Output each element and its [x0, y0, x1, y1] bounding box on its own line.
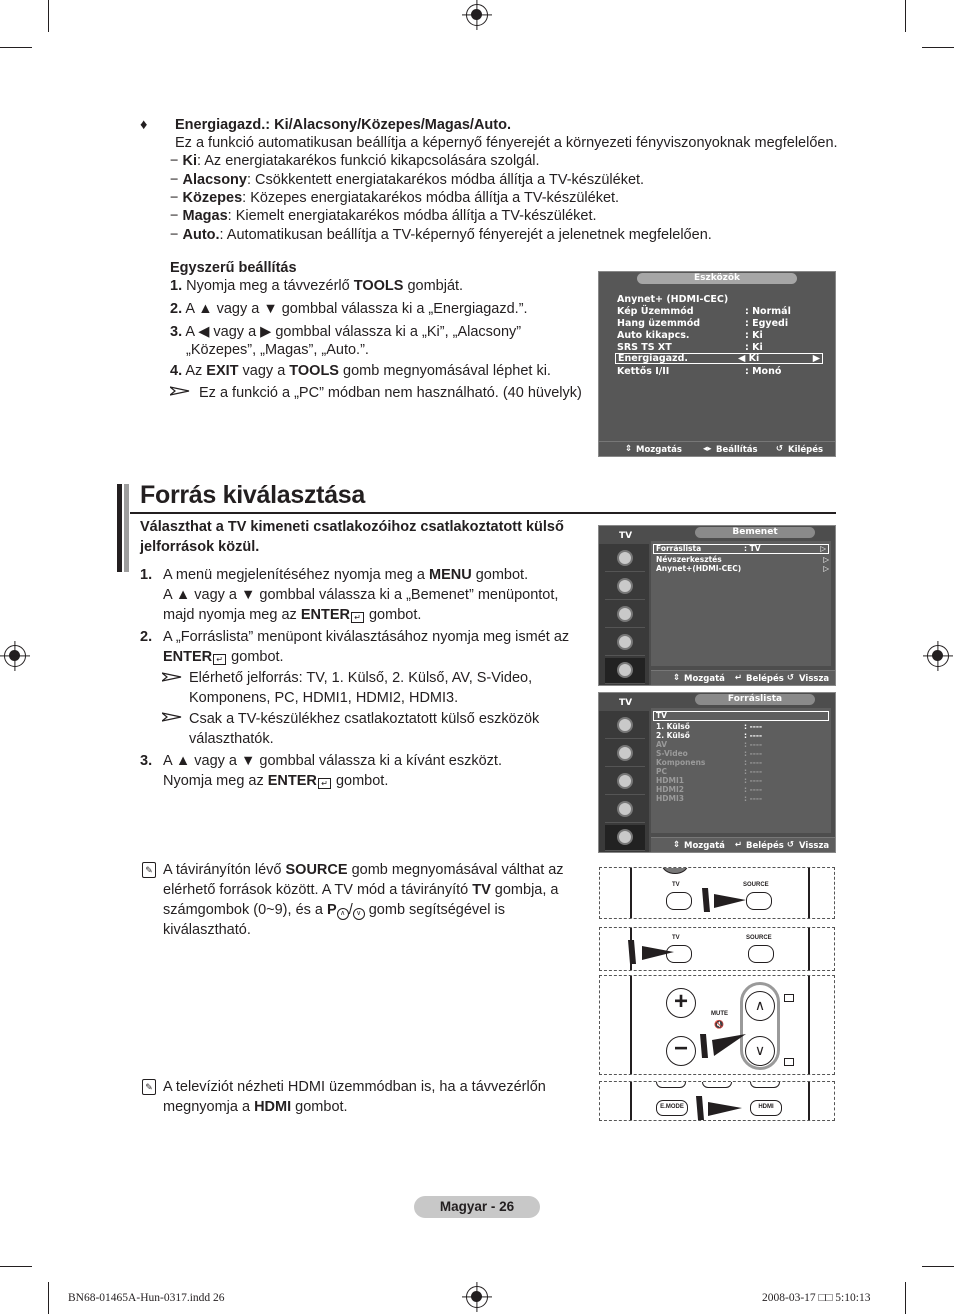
section-intro: Választhat a TV kimeneti csatlakozóihoz csatlakoztatott külső — [140, 519, 564, 535]
tv-button[interactable] — [666, 892, 692, 910]
text: gombot. — [291, 1099, 348, 1115]
return-icon: ↺ — [776, 444, 784, 454]
text: majd nyomja meg az — [163, 607, 301, 623]
crop-mark — [905, 1282, 906, 1314]
term: Alacsony — [182, 172, 247, 188]
footer-back: Vissza — [799, 674, 830, 684]
down-circle-icon: ∨ — [353, 908, 365, 920]
row-value: : Monó — [745, 366, 782, 377]
note-text: választhatók. — [189, 731, 274, 747]
channel-icon[interactable] — [605, 602, 645, 628]
menu-footer — [651, 670, 835, 685]
footer-enter: Belépés — [746, 841, 784, 851]
page-number: Magyar - 26 — [439, 1199, 515, 1214]
row-label: Kép Üzemmód — [617, 306, 694, 317]
remote-tv-illustration — [599, 927, 835, 971]
row-value: : ---- — [744, 758, 763, 767]
input-icon[interactable] — [605, 825, 645, 851]
registration-mark-icon — [4, 645, 26, 667]
text: gombja, a — [490, 882, 559, 898]
return-icon: ↺ — [787, 673, 795, 683]
menu-row[interactable] — [617, 330, 817, 342]
easy-title: Egyszerű beállítás — [170, 260, 297, 276]
text: gomb segítségével is — [364, 902, 505, 918]
key-name: EXIT — [206, 363, 239, 379]
row-value: : ---- — [744, 776, 763, 785]
source-label: SOURCE — [746, 935, 772, 941]
row-label: Anynet+(HDMI-CEC) — [656, 564, 742, 573]
term: Auto. — [182, 227, 220, 243]
print-date: 2008-03-17 □□ 5:10:13 — [762, 1292, 871, 1304]
crop-mark — [48, 0, 49, 32]
menu-row[interactable] — [656, 564, 829, 574]
step-text: A ▲ vagy a ▼ gombbal válassza ki a kívánt eszközt. — [163, 753, 502, 769]
step-number: 1. — [170, 278, 183, 294]
row-value: : Ki — [745, 330, 763, 341]
memo-icon: ✎ — [142, 862, 156, 878]
term-desc: : Csökkentett energiatakarékos módba állítja a TV-készüléket. — [246, 172, 645, 188]
footer-move: Mozgatá — [684, 674, 725, 684]
row-label: Komponens — [656, 758, 706, 767]
section-bar — [124, 484, 129, 572]
enter-icon: ↵ — [735, 840, 743, 850]
footer-adjust: Beállítás — [716, 445, 758, 455]
row-label: SRS TS XT — [617, 342, 672, 353]
tv-label: TV — [672, 882, 680, 888]
step-text: A ▲ vagy a ▼ gombbal válassza ki a „Bemenet” menüpontot, — [163, 587, 559, 603]
step-number: 3. — [140, 753, 153, 769]
picture-icon[interactable] — [605, 713, 645, 739]
step-text: gomb megnyomásával léphet ki. — [338, 363, 551, 379]
text: számgombok (0~9), és a — [163, 902, 328, 918]
list-item — [170, 152, 540, 171]
crop-mark — [922, 47, 954, 48]
step-text: vagy a — [238, 363, 290, 379]
key-name: P — [327, 902, 337, 918]
key-name: TOOLS — [289, 363, 339, 379]
dash: − — [170, 172, 179, 188]
footer-move: Mozgatás — [636, 445, 682, 455]
hdmi-label: HDMI — [758, 1104, 774, 1110]
picture-icon[interactable] — [605, 546, 645, 572]
step-text: Nyomja meg a távvezérlő — [186, 278, 354, 294]
easy-step — [170, 362, 551, 381]
setup-icon[interactable] — [605, 797, 645, 823]
row-value: : ---- — [744, 767, 763, 776]
text: gombot. — [331, 773, 389, 789]
row-label: Forráslista — [656, 544, 702, 553]
menu-footer — [599, 441, 835, 456]
pointer-arrow-icon — [700, 1030, 748, 1060]
menu-row-selected[interactable] — [615, 353, 823, 364]
top-button[interactable] — [750, 1081, 780, 1088]
footer-exit: Kilépés — [788, 445, 824, 455]
step-text — [163, 566, 528, 585]
step-number: 4. — [170, 363, 183, 379]
menu-footer — [651, 837, 835, 852]
note-text: Komponens, PC, HDMI1, HDMI2, HDMI3. — [189, 690, 459, 706]
row-value: : TV — [744, 544, 761, 553]
row-value: : ---- — [744, 722, 763, 731]
menu-title: Forráslista — [695, 694, 815, 705]
remote-source-illustration — [599, 867, 835, 919]
note-arrow-icon — [162, 672, 182, 682]
pointer-arrow-icon — [628, 938, 678, 966]
key-name: HDMI — [254, 1099, 292, 1115]
key-name: MENU — [428, 567, 472, 583]
crop-mark — [922, 1266, 954, 1267]
step-text — [163, 648, 284, 667]
crop-mark — [0, 1266, 32, 1267]
row-label: Energiagazd. — [618, 353, 688, 364]
source-button[interactable] — [746, 892, 772, 910]
mute-icon: 🔇 — [714, 1020, 724, 1029]
row-label: HDMI3 — [656, 794, 684, 803]
text: gombot. — [471, 567, 529, 583]
sound-icon[interactable] — [605, 741, 645, 767]
right-arrow-icon: ▷ — [823, 555, 829, 564]
section-title: Forrás kiválasztása — [140, 481, 366, 509]
crop-mark — [905, 0, 906, 32]
row-label: Névszerkesztés — [656, 555, 722, 564]
registration-mark-icon — [466, 4, 488, 26]
dash: − — [170, 208, 179, 224]
step-text: A „Forráslista” menüpont kiválasztásához nyomja meg ismét az — [163, 629, 570, 645]
list-item — [170, 189, 619, 208]
easy-step-cont: „Közepes”, „Magas”, „Auto.”. — [186, 342, 369, 358]
channel-up-button[interactable]: ∧ — [745, 991, 775, 1021]
list-item — [170, 226, 712, 245]
step-number: 2. — [170, 301, 183, 317]
term-desc: : Közepes energiatakarékos módba állítja a TV-készüléket. — [242, 190, 620, 206]
term: Magas — [182, 208, 228, 224]
menu-tab: TV — [619, 698, 633, 708]
row-value: : Normál — [745, 306, 791, 317]
emode-label: E.MODE — [660, 1104, 684, 1110]
page-number-badge — [414, 1196, 540, 1218]
term-desc: : Az energiatakarékos funkció kikapcsolására szolgál. — [197, 153, 540, 169]
term: Ki — [182, 153, 197, 169]
note-arrow-icon — [170, 386, 190, 396]
tv-label: TV — [672, 935, 680, 941]
emode-button[interactable] — [656, 1100, 688, 1116]
list-icon — [784, 994, 794, 1002]
text: gombot. — [227, 649, 284, 665]
text: gomb megnyomásával válthat az — [347, 862, 564, 878]
step-text — [163, 606, 421, 625]
key-name: TOOLS — [353, 278, 404, 294]
footer-back: Vissza — [799, 841, 830, 851]
list-icon — [784, 1058, 794, 1066]
menu-row[interactable] — [617, 294, 728, 306]
row-label: S-Video — [656, 749, 688, 758]
right-arrow-icon: ▷ — [823, 564, 829, 573]
hdmi-button[interactable] — [750, 1100, 782, 1116]
mute-label: MUTE — [711, 1011, 728, 1017]
return-icon: ↺ — [787, 840, 795, 850]
text: megnyomja a — [163, 1099, 255, 1115]
top-button[interactable] — [702, 1081, 732, 1088]
crop-mark — [48, 1282, 49, 1314]
row-label: Anynet+ (HDMI-CEC) — [617, 294, 729, 305]
easy-step — [170, 300, 528, 319]
file-info: BN68-01465A-Hun-0317.indd 26 — [68, 1292, 225, 1304]
sound-icon[interactable] — [605, 574, 645, 600]
tools-menu-screen — [598, 271, 836, 457]
section-intro: jelforrások közül. — [140, 539, 260, 555]
right-arrow-icon: ▷ — [820, 544, 826, 553]
term-desc: : Kiemelt energiatakarékos módba állítja a TV-készüléket. — [227, 208, 597, 224]
updown-icon: ⇕ — [673, 673, 681, 683]
remote-hdmi-illustration — [599, 1081, 835, 1121]
updown-icon: ⇕ — [625, 444, 633, 454]
step-number: 1. — [140, 567, 153, 583]
tip-text: számgombok (0~9), és a P ∧ / ∨ gomb segítségével is — [163, 902, 505, 918]
intro-desc: Ez a funkció automatikusan beállítja a képernyő fényerejét a környezeti fényviszonyoknak megfelelően. — [175, 135, 838, 151]
text: Nyomja meg az — [163, 773, 268, 789]
list-item — [170, 207, 597, 226]
step-text: A ▲ vagy a ▼ gombbal válassza ki a „Energiagazd.”. — [185, 301, 528, 317]
pointer-arrow-icon — [696, 1094, 746, 1121]
text: A távirányítón lévő — [163, 862, 286, 878]
updown-icon: ⇕ — [673, 840, 681, 850]
source-label: SOURCE — [743, 882, 769, 888]
row-value: : ---- — [744, 740, 763, 749]
leftright-icon: ◂▸ — [703, 444, 712, 454]
input-menu-screen — [598, 525, 836, 686]
menu-icon-column — [599, 544, 649, 685]
registration-mark-icon — [927, 645, 949, 667]
menu-row[interactable] — [617, 366, 817, 378]
tip-text — [163, 881, 558, 900]
row-value: : Egyedi — [745, 318, 789, 329]
footer-enter: Belépés — [746, 674, 784, 684]
row-label: TV — [656, 711, 667, 720]
input-icon[interactable] — [605, 658, 645, 684]
text: elérhető források között. A TV mód a távirányító — [163, 882, 473, 898]
footer-move: Mozgatá — [684, 841, 725, 851]
row-label: Hang üzemmód — [617, 318, 701, 329]
term-desc: : Automatikusan beállítja a TV-képernyő fényerejét a jelenetnek megfelelően. — [219, 227, 712, 243]
key-name: TV — [472, 882, 491, 898]
menu-row[interactable] — [617, 318, 817, 330]
menu-row[interactable] — [656, 794, 763, 804]
step-number: 2. — [140, 629, 153, 645]
easy-step — [170, 323, 521, 342]
enter-icon: ↵ — [213, 654, 226, 665]
key-name: SOURCE — [285, 862, 348, 878]
row-value: : ---- — [744, 794, 763, 803]
dash: − — [170, 227, 179, 243]
source-button[interactable] — [748, 945, 774, 963]
row-label: HDMI2 — [656, 785, 684, 794]
channel-icon[interactable] — [605, 769, 645, 795]
enter-icon: ↵ — [351, 612, 364, 623]
row-label: 1. Külső — [656, 722, 690, 731]
menu-row-selected[interactable] — [653, 711, 829, 721]
volume-down-button[interactable]: − — [666, 1036, 696, 1066]
menu-icon-column — [599, 711, 649, 852]
row-label: 2. Külső — [656, 731, 690, 740]
row-value: : ---- — [744, 731, 763, 740]
title-underline — [130, 512, 836, 514]
right-arrow-icon: ▶ — [812, 353, 820, 364]
row-label: AV — [656, 740, 668, 749]
note-arrow-icon — [162, 712, 182, 722]
menu-title: Bemenet — [695, 527, 815, 538]
up-circle-icon: ∧ — [337, 908, 349, 920]
row-label: Auto kikapcs. — [617, 330, 690, 341]
step-text — [163, 772, 388, 791]
row-label: PC — [656, 767, 668, 776]
source-list-screen — [598, 692, 836, 853]
remote-channel-illustration — [599, 975, 835, 1075]
text: A menü megjelenítéséhez nyomja meg a — [163, 567, 429, 583]
easy-note: Ez a funkció a „PC” módban nem használható. (40 hüvelyk) — [199, 385, 582, 401]
setup-icon[interactable] — [605, 630, 645, 656]
list-item — [170, 171, 644, 190]
tip-text: A televíziót nézheti HDMI üzemmódban is, ha a távvezérlőn — [163, 1079, 546, 1095]
bullet: ♦ — [140, 117, 148, 133]
easy-step — [170, 277, 463, 296]
row-label: Kettős I/II — [617, 366, 670, 377]
menu-tab: TV — [619, 531, 633, 541]
step-text: gombját. — [403, 278, 464, 294]
row-value: : ---- — [744, 749, 763, 758]
tip-text — [163, 861, 564, 880]
crop-mark — [0, 47, 32, 48]
key-name: ENTER — [267, 773, 317, 789]
row-value: ◀ Ki — [738, 353, 760, 364]
tip-text — [163, 1098, 348, 1117]
step-text: A ◀ vagy a ▶ gombbal válassza ki a „Ki”, „Alacsony” — [185, 324, 522, 340]
menu-title: Eszközök — [637, 273, 797, 284]
term: Közepes — [182, 190, 243, 206]
step-number: 3. — [170, 324, 183, 340]
note-text: Elérhető jelforrás: TV, 1. Külső, 2. Külső, AV, S-Video, — [189, 670, 533, 686]
memo-icon: ✎ — [142, 1079, 156, 1095]
intro-heading: Energiagazd.: Ki/Alacsony/Közepes/Magas/Auto. — [175, 117, 511, 133]
row-label: HDMI1 — [656, 776, 684, 785]
top-button[interactable] — [656, 1081, 686, 1088]
enter-icon: ↵ — [318, 778, 331, 789]
key-name: ENTER — [163, 649, 213, 665]
dash: − — [170, 190, 179, 206]
menu-row-selected[interactable] — [653, 544, 829, 554]
key-name: ENTER — [300, 607, 350, 623]
dash: − — [170, 153, 179, 169]
section-bar — [117, 484, 122, 572]
note-text: Csak a TV-készülékhez csatlakoztatott külső eszközök — [189, 711, 540, 727]
row-value: : ---- — [744, 785, 763, 794]
registration-mark-icon — [466, 1286, 488, 1308]
row-value: : Ki — [745, 342, 763, 353]
volume-up-button[interactable]: + — [666, 988, 696, 1018]
step-text: Az — [185, 363, 207, 379]
tip-text: kiválasztható. — [163, 922, 251, 938]
pointer-arrow-icon — [702, 886, 748, 914]
menu-row[interactable] — [617, 306, 817, 318]
enter-icon: ↵ — [735, 673, 743, 683]
channel-down-button[interactable]: ∨ — [745, 1036, 775, 1066]
text: gombot. — [364, 607, 422, 623]
